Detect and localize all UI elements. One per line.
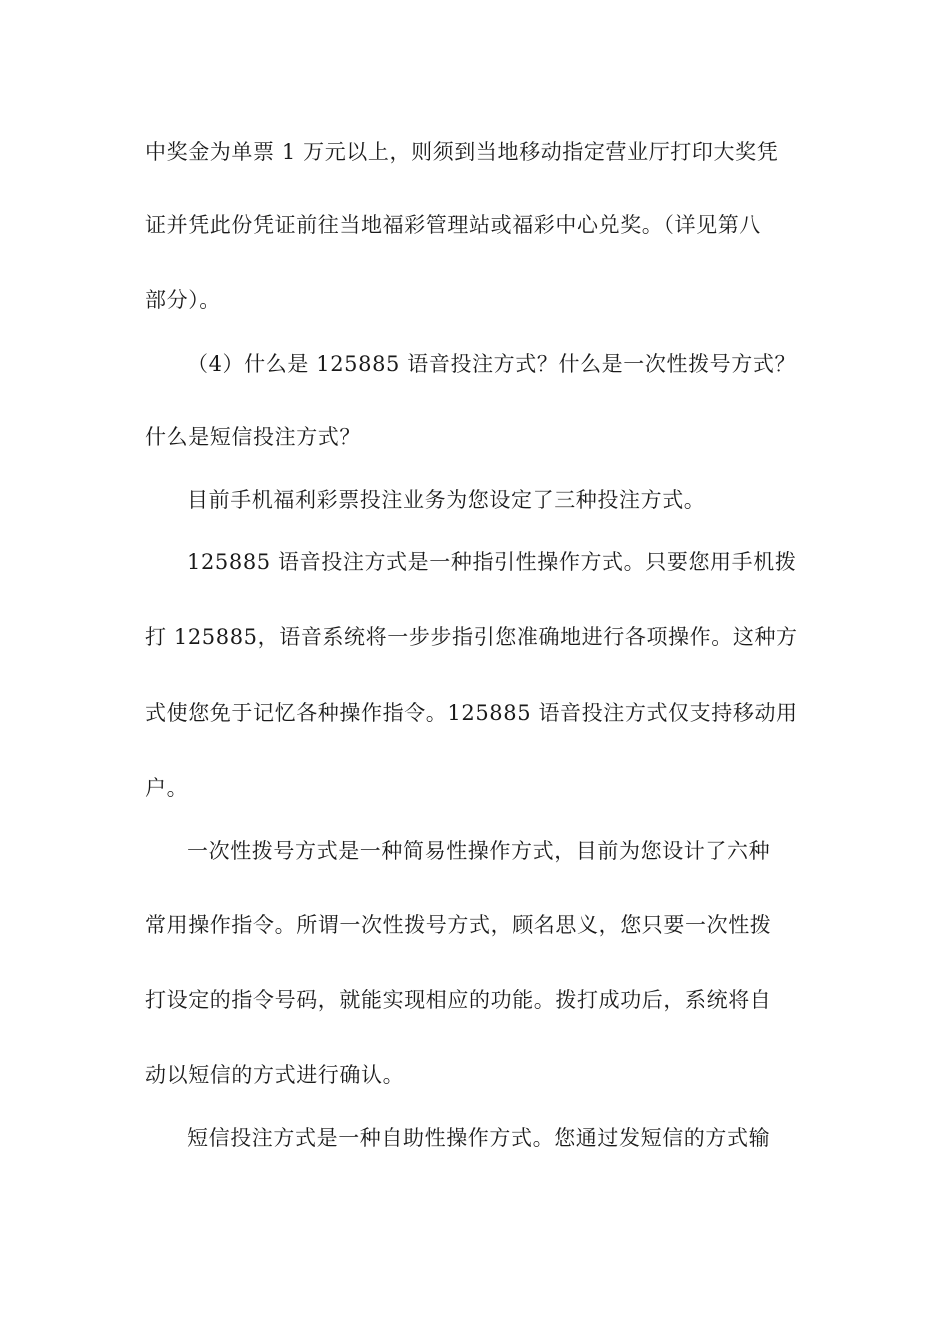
text-line: 一次性拨号方式是一种简易性操作方式，目前为您设计了六种 (187, 839, 771, 863)
text-line: 打设定的指令号码，就能实现相应的功能。拨打成功后，系统将自 (145, 988, 772, 1012)
question-heading: （4）什么是 125885 语音投注方式？什么是一次性拨号方式？ (187, 352, 797, 376)
text-line: 户。 (145, 776, 189, 800)
text-line: 短信投注方式是一种自助性操作方式。您通过发短信的方式输 (187, 1126, 771, 1150)
text-line: 常用操作指令。所谓一次性拨号方式，顾名思义，您只要一次性拨 (145, 913, 772, 937)
text-line: 打 125885，语音系统将一步步指引您准确地进行各项操作。这种方 (145, 625, 798, 649)
question-heading-continued: 什么是短信投注方式？ (145, 425, 361, 449)
text-line: 部分）。 (145, 288, 221, 312)
text-line: 目前手机福利彩票投注业务为您设定了三种投注方式。 (187, 488, 706, 512)
text-line: 125885 语音投注方式是一种指引性操作方式。只要您用手机拨 (187, 550, 797, 574)
text-line: 中奖金为单票 1 万元以上，则须到当地移动指定营业厅打印大奖凭 (145, 140, 779, 164)
text-line: 证并凭此份凭证前往当地福彩管理站或福彩中心兑奖。（详见第八 (145, 213, 761, 237)
text-line: 式使您免于记忆各种操作指令。125885 语音投注方式仅支持移动用 (145, 701, 798, 725)
text-line: 动以短信的方式进行确认。 (145, 1063, 405, 1087)
